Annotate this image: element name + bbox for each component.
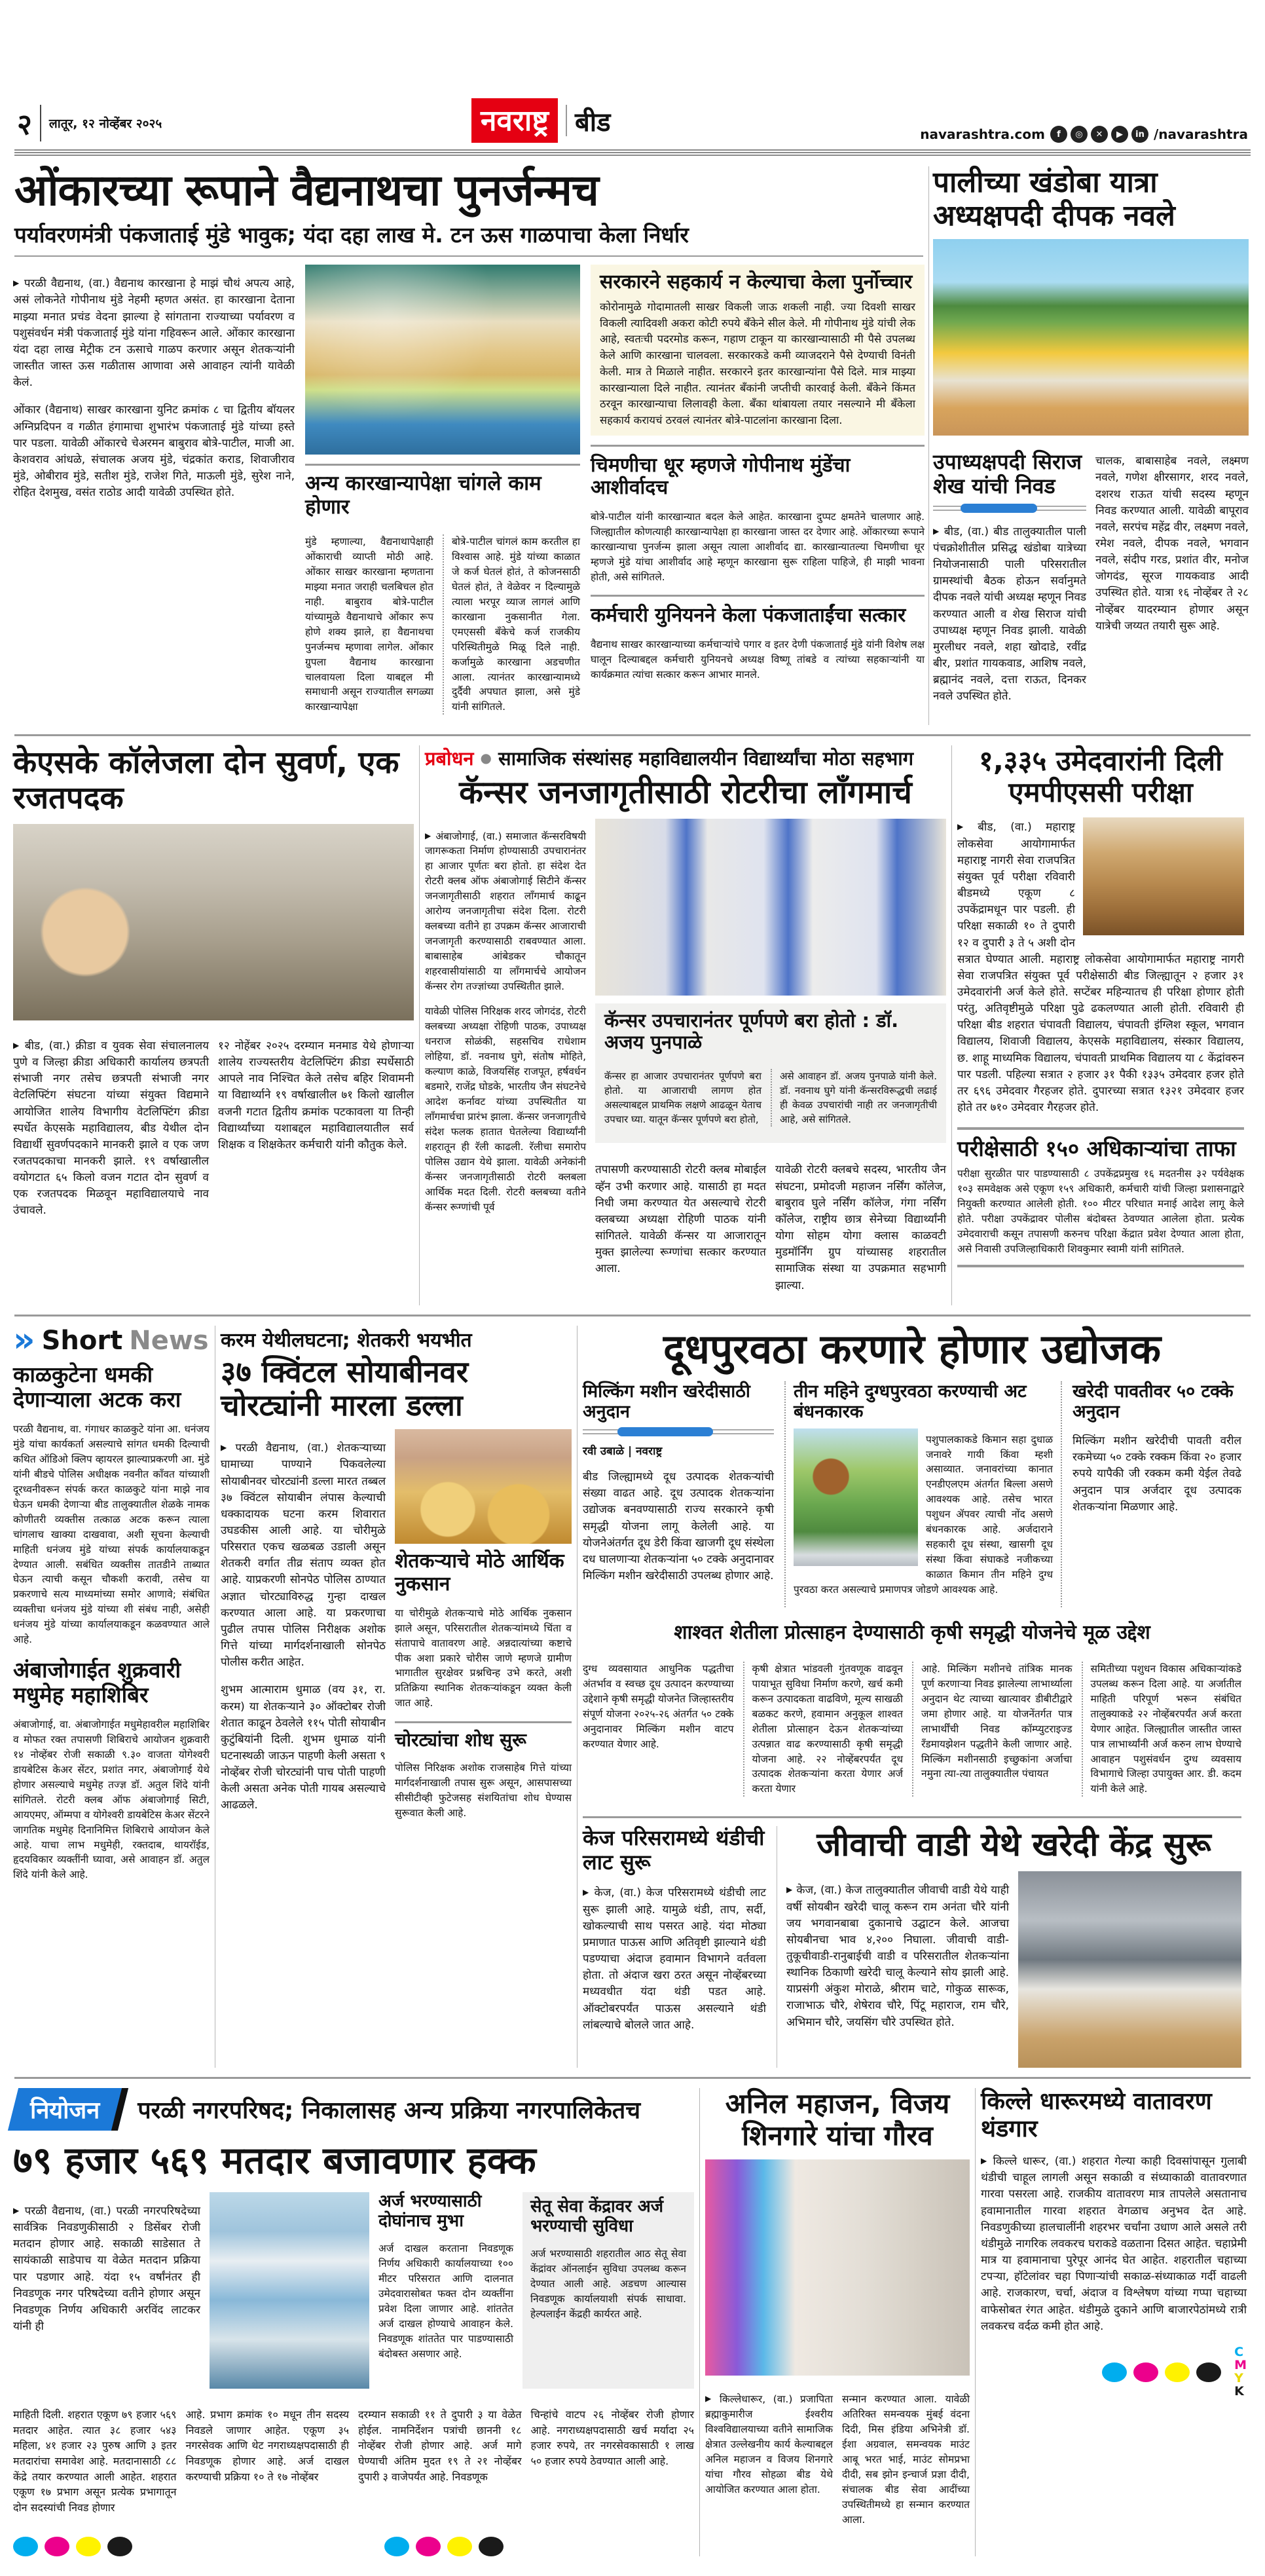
article-parli-election: [13, 2088, 694, 2556]
yellow-dot: [76, 2537, 101, 2556]
voting-bottom-col: आहे. प्रभाग क्रमांक १० मधून तीन सदस्य निवडले जाणार आहेत. एकूण ३५ नगरसेवक आणि थेट नगराध्यक्षपदासाठी ही निवडणूक होणार आहे. अर्ज दाखल करण्याची प्रक्रिया १० ते १७ नोव्हेंबर: [185, 2408, 349, 2483]
soybean-body1: [221, 1440, 386, 1671]
dateline-arrow-icon: ▶: [957, 822, 974, 832]
milk-scheme-col: कृषी क्षेत्रात भांडवली गुंतवणूक वाढवून पायाभूत सुविधा निर्माण करणे, खर्च कमी करून उत्पादकता वाढविणे, मूल्य साखळी बळकट करणे, हवामान अनुकूल शाश्वत शेतीला प्रोत्साहन देऊन शेतकऱ्यांच्या उत्पन्नात वाढ करण्यासाठी कृषी समृद्धी योजना आहे. २२ नोव्हेंबरपर्यंत दूध उत्पादक शेतकऱ्यांना करता येणार अर्ज करता येणार: [743, 1662, 904, 1797]
soybean-headline: ३७ क्विंटल सोयाबीनवर चोरट्यांनी मारला डल्ला: [221, 1354, 469, 1423]
dateline-arrow-icon: ▶: [705, 2394, 716, 2404]
cmyk-registration-marks: [981, 2346, 1247, 2399]
dateline-arrow-icon: ▶: [981, 2156, 989, 2166]
jivachi-photo: [1018, 1871, 1241, 2068]
soybean-search-title: चोरट्यांचा शोध सुरू: [395, 1721, 572, 1751]
milk-headline: दूधपुरवठा करणारे होणार उद्योजक: [663, 1324, 1162, 1373]
header-rule: [14, 149, 1251, 156]
masthead-divider: [566, 105, 567, 136]
column-rule: [975, 2088, 976, 2556]
dateline-arrow-icon: ▶: [13, 2205, 21, 2215]
kicker-dot-icon: ●: [480, 750, 492, 766]
pill-divider: [583, 1427, 774, 1436]
main-story-photo: [305, 265, 580, 455]
voting-headline: ७९ हजार ५६९ मतदार बजावणार हक्क: [13, 2139, 536, 2183]
voting-setu-title: सेतू सेवा केंद्रावर अर्ज भरण्याची सुविधा: [530, 2196, 664, 2236]
soybean-loss-title: शेतकऱ्याचे मोठे आर्थिक नुकसान: [395, 1550, 564, 1596]
short-news-title2: News: [129, 1325, 209, 1356]
dharur-headline: किल्ले धारूरमध्ये वातावरण थंडगार: [981, 2088, 1212, 2142]
black-dot: [479, 2537, 504, 2556]
yellow-dot: [1165, 2362, 1190, 2382]
article-milk-subsidy: [583, 1326, 1241, 1807]
column-rule: [951, 745, 952, 1305]
setu-box: [522, 2192, 694, 2389]
mpsc-officials-box: [957, 1127, 1244, 1267]
band-divider: [14, 1315, 1251, 1316]
rotary-body1: [425, 829, 586, 994]
better-work-col1: मुंडे म्हणाल्या, वैद्यनाथापेक्षाही ओंकाराची व्याप्ती मोठी आहे. ओंकार साखर कारखाना म्हणताना माझ्या मनात जराही चलबिचल होत नाही. बाबुराव बोत्रे-पाटील यांच्यामुळे वैद्यनाथाचे ओंकार रूप होणे शक्य झाले, हा वैद्यनाथचा पुनर्जन्मच म्हणावा लागेल. ओंकार ग्रुपला वैद्यनाथ कारखाना चालवायला दिला याबद्दल मी समाधानी असून राज्यातील सगळ्या कारखान्यापेक्षा: [305, 536, 433, 713]
linkedin-icon[interactable]: in: [1131, 126, 1148, 143]
short-news-headline: अंबाजोगाईत शुक्रवारी मधुमेह महाशिबिर: [13, 1656, 181, 1708]
mpsc-headline: १,३३५ उमेदवारांनी दिली एमपीएससी परीक्षा: [978, 744, 1222, 809]
short-news-arrows-icon: »: [13, 1320, 35, 1360]
felicitation-photo: [705, 2159, 970, 2376]
kej-body: [583, 1885, 766, 2033]
magenta-dot: [45, 2537, 69, 2556]
voting-kicker: परळी नगरपरिषद; निकालासह अन्य प्रक्रिया नगरपालिकेतच: [138, 2097, 641, 2125]
cmyk-letter-k: K: [1234, 2383, 1244, 2399]
milk-scheme-col: दुग्ध व्यवसायात आधुनिक पद्धतीचा अंतर्भाव व स्वच्छ दूध उत्पादन करण्याच्या उद्देशाने कृषी समृद्धी योजनेत जिल्हास्तरीय संपूर्ण योजना २०२५-२६ अंतर्गत ५० टक्के अनुदानावर मिल्किंग मशीन वाटप करण्यात येणार आहे.: [583, 1662, 734, 1750]
column-rule: [928, 166, 929, 725]
khandoba-headline: पालीच्या खंडोबा यात्रा अध्यक्षपदी दीपक नवले: [933, 166, 1175, 233]
main-body2-text: ओंकार (वैद्यनाथ) साखर कारखाना युनिट क्रमांक ८ चा द्वितीय बॉयलर अग्निप्रदिपन व गळीत हंगामाचा शुभारंभ पंकजाताई मुंडे यांच्या हस्ते पार पडला. यावेळी ओंकारचे चेअरमन बाबुराव बोत्रे-पाटील, माजी आ. केशवराव आंधळे, संचालक अजय मुंडे, चंद्रकांत कराड, शिवाजीराव मुंडे, ओबीराव मुंडे, सतीश मुंडे, राजेश गिते, माऊली मुंडे, सुरेश नाने, रोहित देशमुख, वसंत राठोड आदी यावेळी उपस्थित होते.: [13, 403, 295, 500]
dharur-body-text: किल्ले धारूर, (वा.) शहरात गेल्या काही दिवसांपासून गुलाबी थंडीची चाहूल लागली असून सकाळी व संध्याकाळी वातावरणात गारवा पसरला आहे. राजकीय वातावरण मात्र तापलेले असतानाच हवामानातील गारवा शहरात वेगळाच अनुभव देत आहे. निवडणुकीच्या हालचालींनी शहरभर चर्चांना उधाण आले असले तरी थंडीमुळे नागरिक लवकरच घराकडे वळताना दिसत आहेत. चहाप्रेमी मात्र या हवामानाचा पुरेपूर आनंद घेत आहेत. शहरातील चहाच्या टपऱ्या, हॉटेलांवर चहा पिणाऱ्यांची सकाळ-संध्याकाळ गर्दी वाढली आहे. राजकारण, चर्चा, अंदाज व विश्लेषण यांच्या गप्पा चहाच्या वाफेसोबत रंगत आहेत. थंडीमुळे दुकाने आणि बाजारपेठांमध्ये रात्री लवकरच वर्दळ कमी होत आहे.: [981, 2155, 1247, 2333]
union-body: वैद्यनाथ साखर कारखान्याच्या कर्मचाऱ्यांचे पगार व इतर देणी पंकजाताई मुंडे यांनी विशेष लक्ष घालून दिल्याबद्दल कर्मचारी युनियनचे अध्यक्ष विष्णू तांबडे व त्यांच्या सहकाऱ्यांनी या कार्यक्रमात त्यांचा सत्कार करून आभार मानले.: [591, 639, 925, 681]
milk-byline: रवी उबाळे | नवराष्ट्र: [583, 1445, 663, 1459]
cmyk-letter-c: C: [1234, 2344, 1244, 2359]
cmyk-letter-y: Y: [1234, 2370, 1243, 2385]
voting-setu-body: अर्ज भरण्यासाठी शहरातील आठ सेतू सेवा केंद्रांवर ऑनलाईन सुविधा उपलब्ध करून देण्यात आली आहे. अडचण आल्यास निवडणूक कार्यालयाशी संपर्क साधावा. हेल्पलाईन केंद्रही कार्यरत आहे.: [530, 2248, 686, 2320]
milk-scheme-title: शाश्वत शेतीला प्रोत्साहन देण्यासाठी कृषी समृद्धी योजनेचे मूळ उद्देश: [674, 1621, 1150, 1645]
dateline-arrow-icon: ▶: [425, 831, 432, 840]
page-number: २: [17, 108, 32, 141]
dateline-arrow-icon: ▶: [13, 278, 20, 288]
jivachi-body-text: केज, (वा.) केज तालुक्यातील जीवाची वाडी येथे याही वर्षी सोयबीन खरेदी चालू करून राम अनंता चौरे यांनी जय भगवानबाबा दुकानाचे उद्घाटन केले. आजचा सोयबीनचा भाव ४,२०० निघाला. जीवाची वाडी-तुकूचीवाडी-रानुबाईची वाडी व परिसरातील शेतकऱ्यांना स्थानिक ठिकाणी खरेदी चालू केल्याने सोय झाली आहे. याप्रसंगी अंकुश मोराळे, श्रीराम चाटे, गोकुळ सारूक, राजाभाऊ चौरे, शेषेराव चौरे, पिंटू महाराज, राम चौरे, अभिमान चौरे, जयसिंग चौरे उपस्थित होते.: [786, 1884, 1009, 2029]
voting-bottom-col: दरम्यान सकाळी ११ ते दुपारी ३ या वेळेत होईल. नामनिर्देशन पत्रांची छाननी १८ नोव्हेंबर रोजी होणार आहे. अर्ज मागे घेण्याची अंतिम मुदत १९ ते २१ नोव्हेंबर दुपारी ३ वाजेपर्यंत आहे. निवडणूक: [358, 2408, 522, 2483]
short-news-item: [13, 1362, 210, 1647]
mpsc-body-text: बीड, (वा.) महाराष्ट्र लोकसेवा आयोगामार्फत महाराष्ट्र नागरी सेवा राजपत्रित संयुक्त पूर्व परीक्षा रविवारी बीडमध्ये एकूण ८ उपकेंद्रामधून पार पडली. ही परिक्षा सकाळी १० ते दुपारी १२ व दुपारी ३ ते ५ अशी दोन सत्रात घेण्यात आली. महाराष्ट्र लोकसेवा आयोगामार्फत महाराष्ट्र नागरी सेवा राजपत्रित संयुक्त पूर्व परीक्षेसाठी बीड जिल्ह्यातून २ हजार ३१ उमेदवारांनी अर्ज केले होते. सप्टेंबर महिन्यातच ही परिक्षा होणार होती परंतु, अतिवृष्टीमुळे परिक्षा पुढे ढकलण्यात आली होती. रविवारी ही परिक्षा बीड शहरात चंपावती विद्यालय, चंपावती इंग्लिश स्कूल, भगवान विद्यालय, शिवाजी विद्यालय, केएसके महाविद्यालय, संस्कार विद्यालय, छ. शाहू माध्यमिक विद्यालय, चंपावती प्राथमिक विद्यालय या ८ केंद्रांवरुन पार पडली. पहिल्या सत्रात २ हजार ३१ पैकी १३३५ उमेदवार हजर होते तर ६९६ उमेदवार गैरहजर होते. दुपारच्या सत्रात १३२१ उमेदवार हजर होते तर ७१० उमेदवार गैरहजर होते.: [957, 821, 1244, 1115]
ksk-body1-text: बीड, (वा.) क्रीडा व युवक सेवा संचालनालय पुणे व जिल्हा क्रीडा अधिकारी कार्यालय छत्रपती संभाजी नगर तसेच छत्रपती संभाजी नगर वेटलिफ्टिंग संघटना यांच्या संयुक्त विद्यमाने आयोजित शालेय विभागीय वेटलिफ्टिंग क्रीडा स्पर्धेत केएसके महाविद्यालय, बीड येथील दोन विद्यार्थी सुवर्णपदकाने मानकरी झाले व एक जण रजतपदकाचा मानकरी झाले. १९ वर्षाखालील वयोगटात ६५ किलो वजन गटात दोन सुवर्ण व एक रजतपदक मिळवून महाविद्यालयाचे नाव उंचावले.: [13, 1039, 210, 1218]
doctor-box-body2: असे आवाहन डॉ. अजय पुनपाळे यांनी केले. डॉ. नवनाथ घुगे यांनी कॅन्सरविरूद्धची लढाई ही केवळ उपचारांची नाही तर जनजागृतीची आहे, असे सांगितले.: [771, 1069, 937, 1127]
voting-bottom-col: चिन्हांचे वाटप २६ नोव्हेंबर रोजी होणार आहे. नगराध्यक्षपदासाठी खर्च मर्यादा २५ हजार रुपये, तर नगरसेवकासाठी १ लाख ५० हजार रुपये ठेवण्यात आली आहे.: [530, 2408, 694, 2467]
short-news-body: अंबाजोगाई, वा. अंबाजोगाईत मधुमेहावरील महाशिबिर व मोफत रक्त तपासणी शिबिराचे आयोजन शुक्रवारी १४ नोव्हेंबर रोजी सकाळी ९.३० वाजता योगेश्वरी डायबेटिस केअर सेंटर, प्रशांत नगर, अंबाजोगाई येथे होणार असल्याचे मधुमेह तज्ज्ञ डॉ. अतुल शिंदे यांनी सांगितले. रोटरी क्लब ऑफ अंबाजोगाई सिटी, आयएमए, ऑम्मपा व योगेश्वरी डायबेटिस केअर सेंटरने जागतिक मधुमेह दिनानिमित्त शिबिराचे आयोजन केले आहे. याचा लाभ मधुमेही, रक्तदाब, थायरॉईड, हृदयविकार व्यक्तींनी घ्यावा, असे आवाहन डॉ. अतुल शिंदे यांनी केले आहे.: [13, 1719, 210, 1881]
soybean-search-body: पोलिस निरिक्षक अशोक राजसाहेब गित्ते यांच्या मार्गदर्शनाखाली तपास सुरू असून, आसपासच्या सीसीटीव्ही फुटेजसह संशयितांचा शोध घेण्यास सुरूवात केली आहे.: [395, 1762, 572, 1820]
voting-bottom-col: माहिती दिली. शहरात एकूण ७९ हजार ५६९ मतदार आहेत. त्यात ३८ हजार ५४३ महिला, ४१ हजार २३ पुरुष आणि ३ इतर मतदारांचा समावेश आहे. मतदानासाठी ८८ केंद्रे तयार करण्यात आली आहेत. शहरात एकूण १७ प्रभाग असून प्रत्येक प्रभागातून दोन सदस्यांची निवड होणार: [13, 2408, 177, 2514]
page-header: [13, 98, 1252, 149]
rotary-headline: कॅन्सर जनजागृतीसाठी रोटरीचा लाँगमार्च: [459, 774, 912, 811]
short-news-title1: Short: [41, 1325, 123, 1356]
column-rule: [577, 1326, 578, 2068]
black-dot: [1196, 2362, 1221, 2382]
soybean-kicker: करम येथीलघटना; शेतकरी भयभीत: [221, 1328, 472, 1352]
article-dharur-weather: [981, 2088, 1247, 2556]
felicitation-body2: सन्मान करण्यात आला. यावेळी अतिरिक्त समन्वयक मुंबई वंदना दिदी, मिस इंडिया अभिनेत्री डॉ. ईशा अग्रवाल, समन्वयक माउंट आबू भरत भाई, माउंट सोमप्रभा दीदी, सब झोन इन्चार्ज प्रज्ञा दीदी, संचालक बीड सेवा आदींच्या उपस्थितीमध्ये हा सन्मान करण्यात आला.: [842, 2393, 970, 2526]
ksk-body2: १२ नोहेंबर २०२५ दरम्यान मनमाड येथे होणाऱ्या शालेय राज्यस्तरीय वेटलिफ्टिंग क्रीडा स्पर्धेसाठी आपले नाव निश्चित केले तसेच बहिर शिवामनी या विद्यार्थ्याने १९ वर्षाखालील ७१ किलो खालील वजनी गटात द्वितीय क्रमांक पटकावला या तिन्ही विद्यार्थ्यांच्या यशाबद्दल महाविद्यालयातील सर्व शिक्षक व शिक्षकेतर कर्मचारी यांनी कौतुक केले.: [218, 1039, 414, 1151]
jivachi-headline: जीवाची वाडी येथे खरेदी केंद्र सुरू: [816, 1825, 1211, 1863]
black-dot: [107, 2537, 132, 2556]
column-rule: [699, 2088, 700, 2556]
milk-condition-title: तीन महिने दुग्धपुरवठा करण्याची अट बंधनकारक: [794, 1381, 1027, 1423]
khandoba-subhead: उपाध्यक्षपदी सिराज शेख यांची निवड: [933, 449, 1082, 498]
main-subhead: पर्यावरणमंत्री पंकजाताई मुंडे भावुक; यंदा दहा लाख मे. टन ऊस गाळपाचा केला निर्धार: [14, 219, 923, 257]
short-news-item: [13, 1658, 210, 1883]
ksk-body1: [13, 1038, 209, 1220]
article-main-vaidyanath: [13, 166, 925, 725]
article-soybean-theft: [221, 1326, 572, 2068]
felicitation-body1: [705, 2392, 833, 2527]
third-band: [13, 1320, 1252, 2068]
short-news-headline: काळकुटेना धमकी देणाऱ्याला अटक करा: [13, 1361, 181, 1412]
milk-condition-body: पशुपालकाकडे किमान सहा दुधाळ जनावरे गायी किंवा म्हशी असाव्यात. जनावरांच्या कानात एनडीएलएम अंतर्गत बिल्ला असणे आवश्यक आहे. तसेच भारत पशुधन ॲपवर त्याची नोंद असणे बंधनकारक आहे. अर्जदाराने सहकारी दूध संस्था, खासगी दूध संस्था किंवा संघाकडे नजीकच्या काळात किमान तीन महिने दुग्ध पुरवठा करत असल्याचे प्रमाणपत्र जोडणे आवश्यक आहे.: [794, 1433, 1053, 1596]
dateline-arrow-icon: ▶: [13, 1040, 21, 1050]
kicker-tag: प्रबोधन: [425, 747, 474, 770]
rotary-body4: यावेळी रोटरी क्लबचे सदस्य, भारतीय जैन संघटना, प्रमोदजी महाजन नर्सिंग कॉलेज, बाबुराव घुले नर्सिंग कॉलेज, गंगा नर्सिंग कॉलेज, राष्ट्रीय छात्र सेनेच्या विद्यार्थ्यांनी योगा सोहम योगा क्लास काळवटी मुडमॉर्निंग ग्रुप यांच्यासह शहरातील सामाजिक संस्था या उपक्रमात सहभागी झाल्या.: [775, 1163, 946, 1292]
milk-col1-title: मिल्किंग मशीन खरेदीसाठी अनुदान: [583, 1381, 750, 1423]
felicitation-body1-text: किल्लेधारूर, (वा.) प्रजापिता ब्रह्माकुमारीज ईश्वरीय विश्वविद्यालयाच्या वतीने सामाजिक क्षेत्रात उल्लेखनीय कार्य केल्याबद्दल अनिल महाजन व विजय शिनगारे यांचा गौरव सोहळा बीड येथे आयोजित करण्यात आला होता.: [705, 2393, 833, 2496]
cyan-dot: [384, 2537, 409, 2556]
gov-box-title: सरकारने सहकार्य न केल्याचा केला पुर्नोच्चार: [600, 271, 913, 294]
column-rule: [419, 745, 420, 1305]
second-band: [13, 745, 1252, 1305]
rotary-photo: [595, 819, 946, 996]
soybean-loss-body: या चोरीमुळे शेतकऱ्याचे मोठे आर्थिक नुकसान झाले असून, परिसरातील शेतकऱ्यांमध्ये चिंता व संतापाचे वातावरण आहे. अन्नदात्यांच्या कष्टाचे पीक अशा प्रकारे चोरीस जाणे म्हणजे ग्रामीण भागातील सुरक्षेवर प्रश्नचिन्ह उभे करते, अशी प्रतिक्रिया स्थानिक शेतकऱ्यांकडून व्यक्त केली जात आहे.: [395, 1607, 572, 1709]
website-url[interactable]: navarashtra.com: [920, 126, 1045, 142]
better-work-title: अन्य कारखान्यापेक्षा चांगले काम होणार: [305, 472, 541, 519]
dateline-arrow-icon: ▶: [583, 1888, 591, 1897]
jivachi-body: [786, 1882, 1009, 2057]
x-twitter-icon[interactable]: ✕: [1091, 126, 1108, 143]
mpsc-box-title: परीक्षेसाठी १५० अधिकाऱ्यांचा ताफा: [957, 1136, 1236, 1162]
ksk-photo: [13, 824, 414, 1020]
magenta-dot: [416, 2537, 441, 2556]
gov-box-body: कोरोनामुळे गोदामातली साखर विकली जाऊ शकली नाही. ज्या दिवशी साखर विकली त्यादिवशी अकरा कोटी रुपये बँकेने सील केले. मी गोपीनाथ मुंडे यांची लेक आहे, स्वतःची पदरमोड करून, गहाण टाकून या कारखान्यासाठी मी पैसे उपलब्ध केले आणि कारखाना चालवला. सरकारकडे कमी व्याजदराने पैसे देण्याची विनंती केली. मात्र ते मिळाले नाहीत. सरकारने इतर कारखान्यांना पैसे दिले. मात्र माझ्या कारखान्याला दिले नाहीत. त्यानंतर बँकांनी जप्तीची कारवाई केली. बँकेने किंमत ठरवून कारखान्याचा लिलावही केला. बँका थांबायला तयार नसल्याने मी बँकेला सहकार्य करायचं ठरवलं त्यानंतर बोत्रे-पाटलांना कारखाना दिला.: [600, 300, 915, 427]
cmyk-label: [1234, 2346, 1247, 2399]
mpsc-photo: [1083, 817, 1244, 935]
magenta-dot: [1133, 2362, 1158, 2382]
article-mpsc-exam: [957, 745, 1244, 1305]
khandoba-body1-text: बीड, (वा.) बीड तालुक्यातील पाली पंचक्रोशीतील प्रसिद्ध खंडोबा यात्रेच्या नियोजनासाठी पाली परिसरातील ग्रामस्थांची बैठक होऊन सर्वानुमते दीपक नवले यांची अध्यक्ष म्हणून निवड करण्यात आली व शेख सिराज यांची उपाध्यक्ष म्हणून निवड झाली. यावेळी मुरलीधर नवले, शहा खोदाडे, रवींद्र बीर, प्रशांत गायकवाड, आशिष नवले, ब्रह्मानंद नवले, दत्ता राऊत, दिनकर नवले उपस्थित होते.: [933, 525, 1086, 703]
main-body-paragraph: [13, 276, 295, 391]
facebook-icon[interactable]: f: [1050, 126, 1067, 143]
milk-subsidy-body: मिल्किंग मशीन खरेदीची पावती वरील रकमेच्या ५० टक्के रक्कम किंवा २० हजार रुपये यापैकी जी रक्कम कमी येईल तेवढे अनुदान पात्र अर्जदार दूध उत्पादक शेतकऱ्यांना मिळणार आहे.: [1072, 1434, 1241, 1514]
kej-headline: केज परिसरामध्ये थंडीची लाट सुरू: [583, 1825, 765, 1875]
article-kej-cold: [583, 1826, 766, 2068]
planning-tag: [8, 2088, 128, 2131]
milk-subsidy-title: खरेदी पावतीवर ५० टक्के अनुदान: [1072, 1381, 1234, 1423]
doctor-quote-box: [595, 1003, 946, 1143]
dateline-arrow-icon: ▶: [933, 526, 940, 536]
dharur-body: [981, 2154, 1247, 2335]
cyan-dot: [13, 2537, 38, 2556]
chimney-body: बोत्रे-पाटील यांनी कारखान्यात बदल केले आहेत. कारखाना दुप्पट क्षमतेने चालणार आहे. जिल्ह्यातील कोणत्याही कारखान्यापेक्षा हा कारखाना जास्त दर देणार आहे. ओंकारच्या रूपाने कारखान्याचा पुनर्जन्म झाला असून त्याला आशीर्वाद द्या. कारखान्यातल्या चिमणीचा धूर म्हणजे मुंडे यांचा आशीर्वाद आहे म्हणून कारखाना सुरू राहिला पाहिजे, ही माझी भावना होती, असे सांगितले.: [591, 511, 925, 584]
ksk-headline: केएसके कॉलेजला दोन सुवर्ण, एक रजतपदक: [13, 744, 399, 816]
milk-scheme-col: समितीच्या पशुधन विकास अधिकाऱ्यांकडे उपलब्ध करून दिला आहे. या अर्जातील माहिती परिपूर्ण भरून संबंधित तालुक्याकडे २२ नोव्हेंबरपर्यंत अर्ज करता येणार आहेत. जिल्ह्यातील जास्तीत जास्त पात्र लाभार्थ्यांनी अर्ज करुन लाभ घेण्याचे आवाहन पशुसंवर्धन दुग्ध व्यवसाय विभागाचे जिल्हा उपायुक्त आर. डी. कदम यांनी केले आहे.: [1082, 1662, 1242, 1797]
soybean-body2: शुभम आत्माराम धुमाळ (वय ३१, रा. करम) या शेतकऱ्याने ३० ऑक्टोबर रोजी शेतात काढून ठेवलेले ११५ पोती सोयाबीन कुटुंबियांनी दिली. शुभम धुमाळ यांनी घटनास्थळी जाऊन पाहणी केली असता ९ नोव्हेंबर रोजी चोरट्यांनी पाच पोती पाहणी केली असता अनेक पोती गायब असल्याचे आढळले.: [221, 1683, 386, 1812]
band-divider: [14, 734, 1251, 736]
kej-body-text: केज, (वा.) केज परिसरामध्ये थंडीची लाट सुरू झाली आहे. यामुळे थंडी, ताप, सर्दी, खोकल्याची साथ पसरत आहे. यंदा मोठ्या प्रमाणात पाऊस आणि अतिवृष्टी झाल्याने थंडी पडण्याचा अंदाज हवामान विभागने वर्तवला होता. तो अंदाज खरा ठरत असून नोव्हेंबरच्या मध्यवधीत यंदा थंडी पडत आहे. ऑक्टोबरपर्यंत पाऊस असल्याने थंडी लांबल्याचे बोलले जात आहे.: [583, 1886, 766, 2032]
mpsc-box-body: परीक्षा सुरळीत पार पाडण्यासाठी ८ उपकेंद्रप्रमुख १६ मदतनीस ३२ पर्यवेक्षक १०३ समवेक्षक असे एकूण १५९ अधिकारी, कर्मचारी यांची जिल्हा प्रशासनाद्वारे नियुक्ती करण्यात आलेली होती. १०० मीटर परिधात मनाई आदेश लागू केले होते. परीक्षा उपकेंद्रावर पोलीस बंदोबस्त ठेवण्यात आलेला होता. प्रत्येक उमेदवाराची कसून तपासणी करुनच परिक्षा केंद्रात प्रवेश देण्यात आला होता, असे निवासी उपजिल्हाधिकारी शिवकुमार स्वामी यांनी सांगितले.: [957, 1168, 1244, 1255]
short-news-header: [13, 1320, 210, 1360]
short-news-column: [13, 1320, 210, 2068]
article-felicitation: [705, 2088, 970, 2556]
municipal-building-photo: [210, 2192, 369, 2389]
article-khandoba-yatra: [933, 166, 1249, 725]
milk-zone: [583, 1326, 1241, 2068]
union-title: कर्मचारी युनियनने केला पंकजाताईंचा सत्कार: [591, 595, 925, 627]
khandoba-body2: चालक, बाबासाहेब नवले, लक्ष्मण नवले, गणेश क्षीरसागर, शरद नवले, दशरथ राऊत यांची सदस्य म्हणून निवड करण्यात आली. यावेळी बापूराव नवले, सरपंच महेंद्र वीर, लक्ष्मण नवले, रमेश नवले, दीपक नवले, भगवान नवले, संदीप गरड, प्रशांत वीर, मनोज जोगदंड, सूरज गायकवाड आदी उपस्थित होते. यात्रा १६ नोव्हेंबर ते २८ नोव्हेंबर यादरम्यान होणार असून यात्रेची जय्यत तयारी सुरू आहे.: [1095, 455, 1249, 633]
voting-body1-text: परळी वैद्यनाथ, (वा.) परळी नगरपरिषदेच्या सार्वत्रिक निवडणुकीसाठी २ डिसेंबर रोजी मतदान होणार आहे. सकाळी साडेसात ते सायंकाळी साडेपाच या वेळेत मतदान प्रक्रिया पार पडणार आहे. यंदा १५ वर्षांनंतर ही निवडणूक नगर परिषदेच्या वतीने होणार असून निवडणूक निर्णय अधिकारी अरविंद लाटकर यांनी ही: [13, 2204, 201, 2333]
youtube-icon[interactable]: ▶: [1111, 126, 1128, 143]
cyan-dot: [1102, 2362, 1127, 2382]
masthead-logo: नवराष्ट्र: [471, 98, 558, 143]
khandoba-body1: [933, 524, 1086, 705]
main-body1-text: परळी वैद्यनाथ, (वा.) वैद्यनाथ कारखाना हे माझं चौथं अपत्य आहे, असं लोकनेते गोपीनाथ मुंडे नेहमी म्हणत असंत. हा कारखाना देताना माझ्या मनात प्रचंड वेदना झाल्या हे सांगताना राज्याच्या पर्यावरण व पशुसंवर्धन मंत्री पंकजाताई मुंडे यांना गहिवरून आले. ओंकार कारखाना यंदा दहा लाख मेट्रीक टन ऊसाचे गाळप करणार असून शेतकऱ्यांनी जास्तीत जास्त ऊस गळीतास आणावा असे आवाहन त्यांनी यावेळी केलं.: [13, 277, 295, 390]
top-band: [13, 166, 1252, 725]
milk-scheme-col: आहे. मिल्किंग मशीनचे तांत्रिक मानक पूर्ण करणाऱ्या निवड झालेल्या लाभार्थ्याला अनुदान थेट त्याच्या खात्यावर डीबीटीद्वारे जमा होणार आहे. या योजनेंतर्गत पात्र लाभार्थींची निवड कॉम्प्युटराइज्ड रँडमायझेशन पद्धतीने केली जाणार आहे. मिल्किंग मशीनसाठी इच्छुकांना अर्जाचा नमुना त्या-त्या तालुक्यातील पंचायत: [912, 1662, 1072, 1797]
voting-permit-body: अर्ज दाखल करताना निवडणूक निर्णय अधिकारी कार्यालयाच्या १०० मीटर परिसरात आणि दालनात उमेदवारासोबत फक्त दोन व्यक्तींना प्रवेश दिला जाणार आहे. शांततेत अर्ज दाखल होण्याचे आवाहन केले. निवडणूक शांततेत पार पाडण्यासाठी बंदोबस्त असणार आहे.: [378, 2243, 513, 2360]
bottom-band: [13, 2088, 1252, 2556]
rotary-body3: तपासणी करण्यासाठी रोटरी क्लब मोबाईल व्हॅन उभी करणार आहे. यासाठी हा मदत निधी जमा करण्यात येत असल्याचे रोटरी क्लबच्या अध्यक्षा रोहिणी पाठक यांनी सांगितले. यावेळी कॅन्सर या आजारातून मुक्त झालेल्या रूग्णांचा सत्कार करण्यात आला.: [595, 1163, 766, 1276]
rotary-body1-text: अंबाजोगाई, (वा.) समाजात कॅन्सरविषयी जागरूकता निर्माण होण्यासाठी उपचारानंतर हा आजार पूर्णतः बरा होतो. हा संदेश देत रोटरी क्लब ऑफ अंबाजोगाई सिटीने कॅन्सर जनजागृतीसाठी शहरात लाँगमार्च काढून आरोग्य जनजागृतीचा संदेश दिला. रोटरी क्लबच्या वतीने हा उपक्रम कॅन्सर आजाराची जनजागृती करण्यासाठी राबवण्यात आला. बाबासाहेब आंबेडकर चौकातून शहरवासीयांसाठी या लाँगमार्चचे आयोजन कॅन्सर रोग तज्ज्ञांच्या उपस्थितीत झाले.: [425, 830, 587, 992]
article-rotary-longmarch: [425, 745, 946, 1305]
yellow-dot: [447, 2537, 472, 2556]
article-jivachi-wadi: [777, 1826, 1241, 2068]
soybean-body1-text: परळी वैद्यनाथ, (वा.) शेतकऱ्याच्या घामाच्या पाण्याने पिकवलेल्या सोयाबीनवर चोरट्यांनी डल्ला मारत तब्बल ३७ क्विंटल सोयाबीन लंपास केल्याची धक्कादायक घटना करम शिवारात उघडकीस आली आहे. या चोरीमुळे परिसरात एकच खळबळ उडाली असून शेतकरी वर्गात तीव्र संताप व्यक्त होत आहे. याप्रकरणी सोनपेठ पोलिस ठाण्यात अज्ञात चोरट्याविरुद्ध गुन्हा दाखल करण्यात आला आहे. या प्रकरणाचा पुढील तपास पोलिस निरीक्षक अशोक गित्ते यांच्या मार्गदर्शनाखाली सोनपेठ पोलीस करीत आहेत.: [221, 1442, 386, 1670]
voting-permit-title: अर्ज भरण्यासाठी दोघांनाच मुभा: [378, 2191, 482, 2231]
cmyk-registration-marks: [384, 2537, 504, 2556]
khandoba-photo: [933, 239, 1249, 436]
main-headline: ओंकारच्या रूपाने वैद्यनाथचा पुनर्जन्मच: [14, 165, 598, 215]
social-handle[interactable]: /navarashtra: [1153, 126, 1248, 142]
article-ksk-medals: [13, 745, 414, 1305]
rotary-body2: यावेळी पोलिस निरिक्षक शरद जोगदंड, रोटरी क्लबच्या अध्यक्षा रोहिणी पाठक, उपाध्यक्ष धनराज सोळंकी, सहसचिव राधेशाम लोहिया, डॉ. नवनाथ घुगे, संतोष मोहिते, कल्याण काळे, विजयसिंह राजपूत, हर्षवर्धन बडमारे, राजेंद्र घोडके, भारतीय जैन संघटनेचे आदेश कर्नावट यांच्या उपस्थितीत या लाँगमार्चचा प्रारंभ झाला. कॅन्सर जनजागृतीचे संदेश फलक हातात घेतलेल्या विद्यार्थ्यांनी शहरातून ही रॅली काढली. रॅलीचा समारोप पोलिस उद्यान येथे झाला. यावेळी अनेकांनी कॅन्सर जनजागृतीसाठी रोटरी क्लबला आर्थिक मदत दिली. रोटरी क्लबच्या वतीने कॅन्सर रूग्णांची पूर्व: [425, 1005, 586, 1213]
cmyk-registration-marks: [13, 2537, 132, 2556]
instagram-icon[interactable]: ◎: [1071, 126, 1088, 143]
pill-divider: [933, 504, 1086, 513]
main-body-paragraph: [13, 402, 295, 501]
voting-body1: [13, 2203, 200, 2335]
short-news-body: परळी वैद्यनाथ, वा. गंगाधर काळकुटे यांना आ. धनंजय मुंडे यांचा कार्यकर्ता असल्याचे सांगत धमकी दिल्याची कथित ऑडिओ क्लिप व्हायरल झाल्याप्रकरणी आ. मुंडे यांनी बीडचे पोलिस अधीक्षक नवनीत कॉंवत यांच्याशी दूरध्वनीवरून संपर्क करत काळकुटे यांना माझे नाव घेऊन धमकी देणाऱ्या बीड तालुक्यातील शेळके नामक कोणीतरी व्यक्तीस तत्काळ अटक करून त्याला चांगलाच खाक्या दाखवावा, अशी सूचना केल्याची माहिती धनंजय मुंडे यांच्या संपर्क कार्यालयाकडून देण्यात आली. सबंधित व्यक्तीस तातडीने ताब्यात घेऊन त्याची कसून चौकशी करावी, तसेच या प्रकरणाचे सत्य माध्यमांच्या समोर आणावे; संबंधित व्यक्तीचा धनंजय मुंडे यांच्या शी संबंध नाही, असेही धनंजय मुंडे यांच्या कार्यालयाकडून कळवण्यात आले आहे.: [13, 1423, 210, 1646]
chimney-title: चिमणीचा धूर म्हणजे गोपीनाथ मुंडेंचा आशीर्वादच: [591, 445, 925, 500]
edition-name: बीड: [574, 107, 611, 138]
milk-col1-body: बीड जिल्ह्यामध्ये दूध उत्पादक शेतकऱ्यांची संख्या वाढत आहे. दूध उत्पादक शेतकऱ्यांना उद्योजक बनवण्यासाठी राज्य सरकारने कृषी समृद्धी योजना लागू केलेली आहे. या योजनेअंतर्गत दूध डेरी किंवा खाजगी दूध संस्थेला दध घालणाऱ्या शेतकऱ्यांना ५० टक्के अनुदानावर मिल्किंग मशीन खरेदीसाठी उपलब्ध होणार आहे.: [583, 1470, 774, 1583]
rotary-kicker: सामाजिक संस्थांसह महाविद्यालयीन विद्यार्थ्यांचा मोठा सहभाग: [498, 747, 914, 770]
dateline-arrow-icon: ▶: [221, 1443, 232, 1453]
soybean-photo: [395, 1429, 572, 1544]
government-quote-box: [591, 265, 925, 436]
milk-photo: [794, 1428, 918, 1566]
better-work-section: [305, 464, 580, 725]
cmyk-letter-m: M: [1234, 2357, 1247, 2372]
better-work-col2: बोत्रे-पाटील चांगलं काम करतील हा विश्वास आहे. मुंडे यांच्या काळात जे कर्ज घेतलं होतं, ते कोजनसाठी घेतलं होतं, ते वेळेवर न दिल्यामुळे त्याला भरपूर व्याज लागलं आणि कारखाना नुकसानीत गेला. एमएससी बँकेचे कर्ज राजकीय परिस्थितीमुळे मिळू दिले नाही. कर्जामुळे कारखाना अडचणीत आला. त्यानंतर कारखान्यामध्ये दुर्दैवी अपघात झाला, असे मुंडे यांनी सांगितले.: [443, 534, 580, 715]
edition-date: लातूर, १२ नोव्हेंबर २०२५: [48, 117, 162, 131]
planning-tag-text: नियोजन: [30, 2097, 100, 2125]
dateline-arrow-icon: ▶: [786, 1885, 793, 1895]
doctor-box-title: कॅन्सर उपचारानंतर पूर्णपणे बरा होतो : डॉ. अजय पुनपाळे: [604, 1009, 899, 1054]
felicitation-headline: अनिल महाजन, विजय शिनगारे यांचा गौरव: [725, 2087, 950, 2152]
doctor-box-body1: कॅन्सर हा आजार उपचारानंतर पूर्णपणे बरा होतो. या आजाराची लागण होत असल्याबद्दल प्राथमिक लक्षणे आढळून येताच उपचार घ्या. यातून कॅन्सर पूर्णपणे बरा होतो,: [604, 1070, 761, 1126]
header-divider: [40, 105, 41, 141]
